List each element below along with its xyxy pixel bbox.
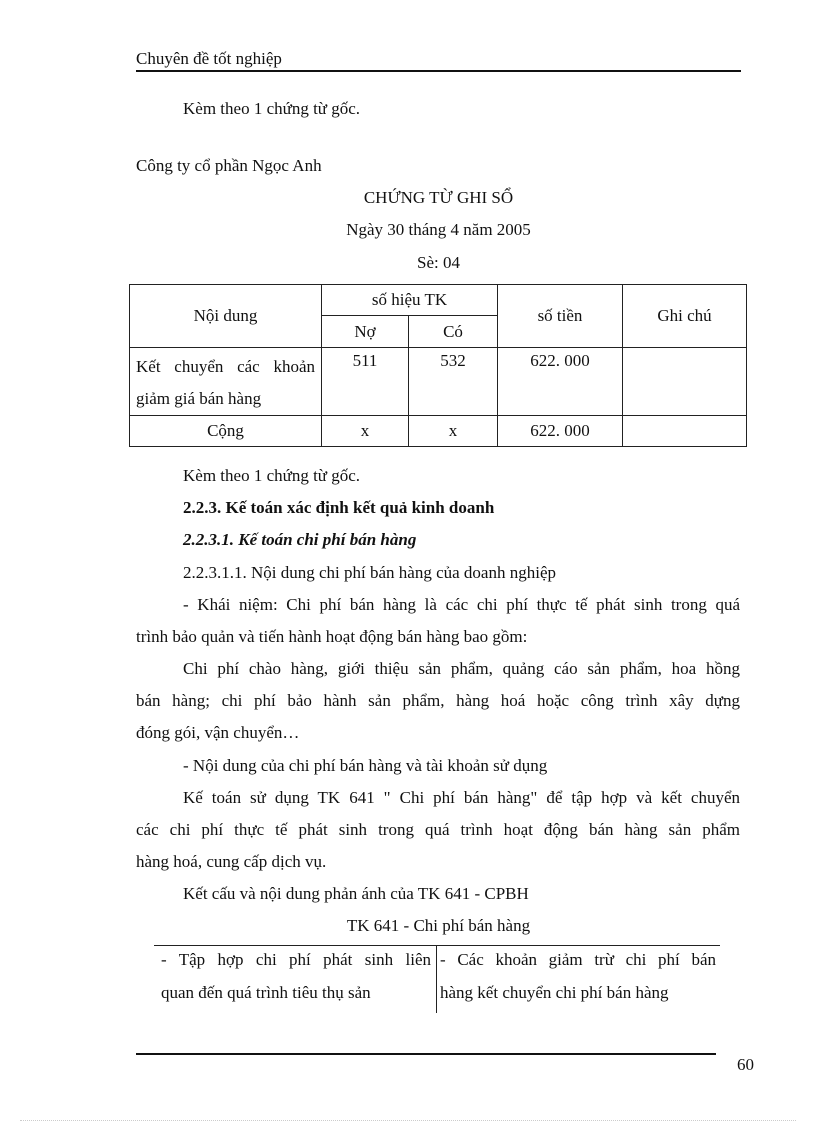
- total-debit: x: [322, 416, 409, 447]
- section-heading-2-2-3-1-1: 2.2.3.1.1. Nội dung chi phí bán hàng của doanh nghiệp: [183, 563, 556, 582]
- footer-rule: [136, 1053, 716, 1055]
- attachment-note-top: Kèm theo 1 chứng từ gốc.: [183, 99, 361, 118]
- row-amount: 622. 000: [498, 348, 623, 416]
- row-note: [623, 348, 747, 416]
- header-note: Ghi chú: [623, 285, 747, 348]
- header-content: Nội dung: [130, 285, 322, 348]
- t-account-debit-line1: - Tập hợp chi phí phát sinh liên: [161, 950, 431, 969]
- company-name: Công ty cổ phần Ngọc Anh: [136, 156, 322, 175]
- running-header: Chuyên đề tốt nghiệp: [136, 49, 282, 68]
- header-credit: Có: [409, 316, 498, 348]
- row-credit: 532: [409, 348, 498, 416]
- paragraph-structure: Kết cấu và nội dung phản ánh của TK 641 - CPBH: [183, 884, 529, 903]
- total-credit: x: [409, 416, 498, 447]
- section-heading-2-2-3: 2.2.3. Kế toán xác định kết quả kinh doanh: [183, 498, 495, 517]
- header-rule: [136, 70, 741, 72]
- voucher-table: [129, 284, 747, 447]
- paragraph-costs-line2: bán hàng; chi phí bảo hành sản phẩm, hàng hoá hoặc công trình xây dựng: [136, 691, 740, 710]
- paragraph-definition-line2: trình bảo quản và tiến hành hoạt động bán hàng bao gồm:: [136, 627, 528, 646]
- page-bottom-border: [20, 1120, 796, 1121]
- row-content: [130, 348, 322, 416]
- total-amount: 622. 000: [498, 416, 623, 447]
- page-number: 60: [737, 1055, 754, 1074]
- paragraph-tk641-line2: các chi phí thực tế phát sinh trong quá trình hoạt động bán hàng sản phẩm: [136, 820, 740, 839]
- row-debit: 511: [322, 348, 409, 416]
- total-note: [623, 416, 747, 447]
- header-account-no: số hiệu TK: [322, 285, 498, 316]
- t-account-credit-line2: hàng kết chuyển chi phí bán hàng: [440, 983, 669, 1002]
- paragraph-costs-line1: Chi phí chào hàng, giới thiệu sản phẩm, quảng cáo sản phẩm, hoa hồng: [183, 659, 740, 678]
- total-row: [130, 416, 747, 447]
- t-account-debit-line2: quan đến quá trình tiêu thụ sản: [161, 983, 371, 1002]
- row-content-line2: giảm giá bán hàng: [136, 389, 262, 408]
- paragraph-tk641-line1: Kế toán sử dụng TK 641 " Chi phí bán hàng" để tập hợp và kết chuyển: [183, 788, 740, 807]
- t-account-divider: [436, 945, 437, 1013]
- header-amount: số tiền: [498, 285, 623, 348]
- voucher-date: Ngày 30 tháng 4 năm 2005: [346, 220, 531, 239]
- t-account-title: TK 641 - Chi phí bán hàng: [346, 916, 531, 935]
- total-label: Cộng: [130, 416, 322, 447]
- paragraph-tk641-line3: hàng hoá, cung cấp dịch vụ.: [136, 852, 327, 871]
- row-content-line1: Kết chuyển các khoản: [136, 357, 315, 376]
- voucher-number: Sè: 04: [417, 253, 460, 272]
- paragraph-definition-line1: - Khái niệm: Chi phí bán hàng là các chi phí thực tế phát sinh trong quá: [183, 595, 740, 614]
- section-heading-2-2-3-1: 2.2.3.1. Kế toán chi phí bán hàng: [183, 530, 417, 549]
- header-debit: Nợ: [322, 316, 409, 348]
- voucher-title: CHỨNG TỪ GHI SỔ: [363, 188, 514, 207]
- table-row: [130, 348, 747, 416]
- attachment-note-bottom: Kèm theo 1 chứng từ gốc.: [183, 466, 361, 485]
- t-account-credit-line1: - Các khoản giảm trừ chi phí bán: [440, 950, 716, 969]
- paragraph-content-heading: - Nội dung của chi phí bán hàng và tài khoản sử dụng: [183, 756, 548, 775]
- paragraph-costs-line3: đóng gói, vận chuyển…: [136, 723, 300, 742]
